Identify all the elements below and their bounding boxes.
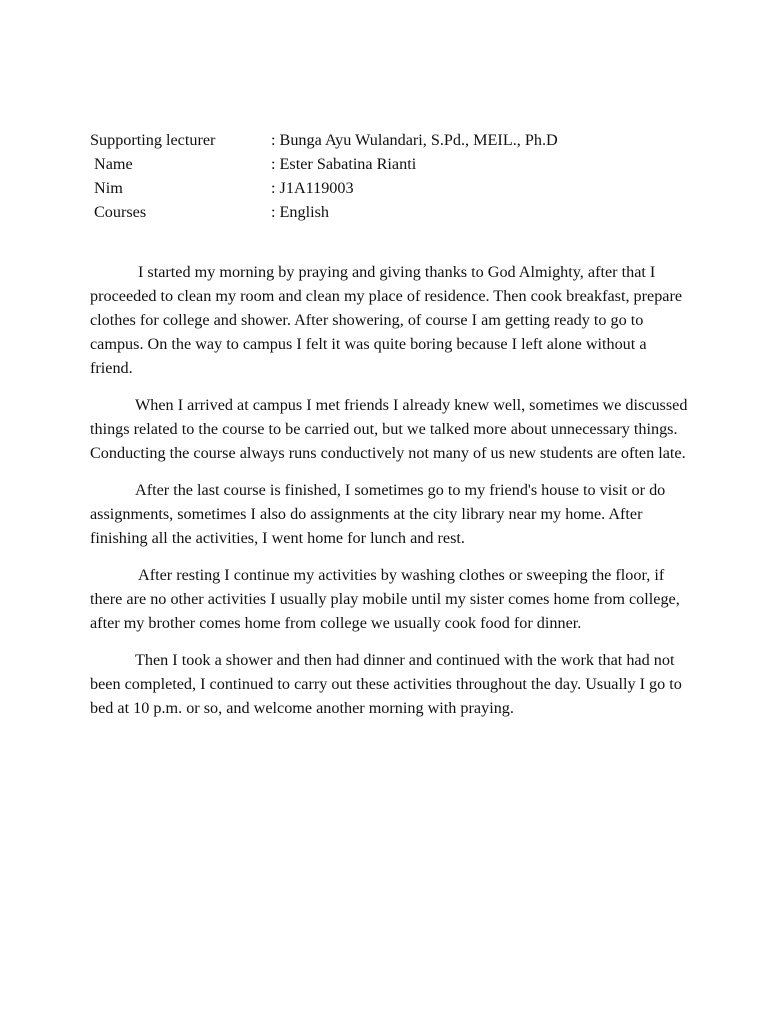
header-row-supporting-lecturer [90,128,558,152]
paragraph-1: I started my morning by praying and giving thanks to God Almighty, after that I proceeded to clean my room and clean my place of residence. Then cook breakfast, prepare clothes for college and shower. After showering, of course I am getting ready to go to campus. On the way to campus I felt it was quite boring because I left alone without a friend. [90,263,683,377]
header-label: Nim [94,179,123,197]
header-value: : J1A119003 [271,179,354,197]
header-row-nim [90,176,558,200]
paragraph-2: When I arrived at campus I met friends I already knew well, sometimes we discussed things related to the course to be carried out, but we talked more about unnecessary things. Conducting the course always runs conductively not many of us new students are often late. [90,396,688,462]
header-label: Supporting lecturer [90,131,216,149]
paragraph-4: After resting I continue my activities by washing clothes or sweeping the floor, if there are no other activities I usually play mobile until my sister comes home from college, after my brother comes home from college we usually cook food for dinner. [90,566,680,632]
paragraph-5: Then I took a shower and then had dinner and continued with the work that had not been completed, I continued to carry out these activities throughout the day. Usually I go to bed at 10 p.m. or so, and welcome another morning with praying. [90,651,682,717]
header-value: : English [271,203,330,221]
header-label: Courses [94,203,147,221]
header-value: : Bunga Ayu Wulandari, S.Pd., MEIL., Ph.D [271,131,558,149]
header-value: : Ester Sabatina Rianti [271,155,417,173]
header-info-table [90,128,558,224]
paragraph-3: After the last course is finished, I sometimes go to my friend's house to visit or do assignments, sometimes I also do assignments at the city library near my home. After finishing all the activities, I went home for lunch and rest. [90,481,666,547]
header-row-name [90,152,558,176]
essay-body [90,260,690,733]
header-label: Name [94,155,133,173]
header-row-courses [90,200,558,224]
